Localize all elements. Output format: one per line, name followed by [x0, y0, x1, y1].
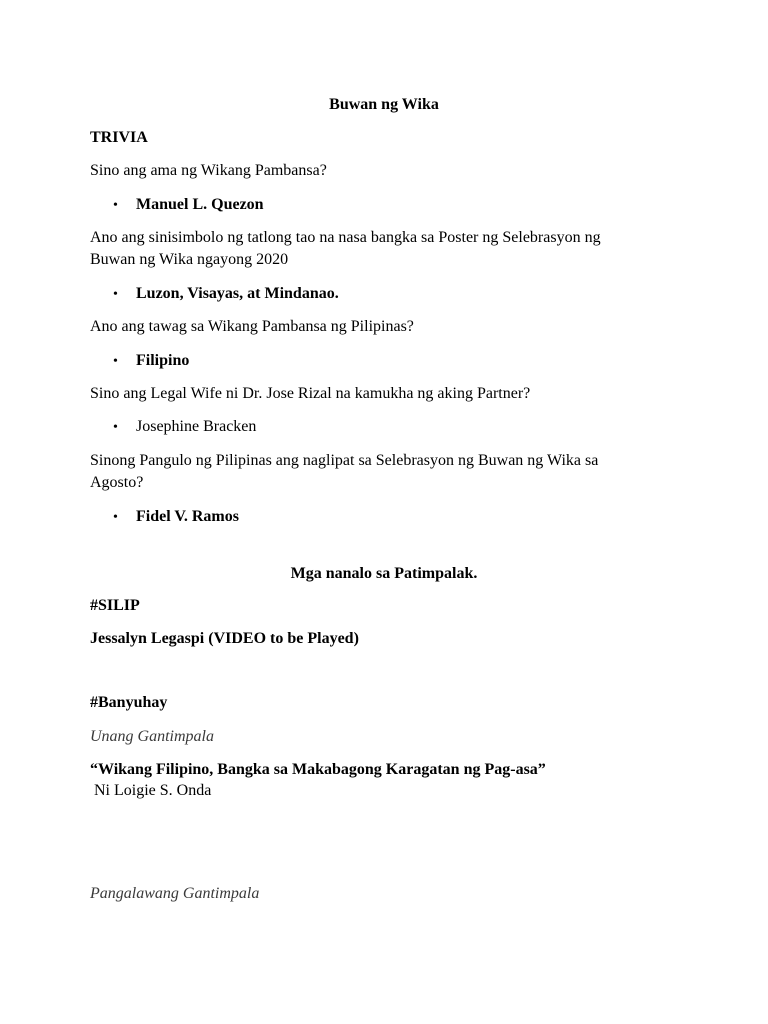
first-prize-title: “Wikang Filipino, Bangka sa Makabagong Karagatan ng Pag-asa” [90, 761, 546, 778]
trivia-question: Sino ang Legal Wife ni Dr. Jose Rizal na kamukha ng aking Partner? [90, 385, 531, 402]
trivia-question-line: Sinong Pangulo ng Pilipinas ang naglipat sa Selebrasyon ng Buwan ng Wika sa [90, 452, 599, 469]
winners-heading: Mga nanalo sa Patimpalak. [290, 565, 478, 582]
bullet-icon: • [113, 420, 118, 435]
trivia-answer [113, 350, 189, 373]
bullet-icon: • [113, 354, 118, 369]
answer-text: Filipino [136, 352, 190, 369]
bullet-icon: • [113, 510, 118, 525]
trivia-answer [113, 283, 339, 306]
trivia-answer [113, 506, 239, 529]
bullet-icon: • [113, 287, 118, 302]
bullet-icon: • [113, 198, 118, 213]
trivia-answer [113, 416, 256, 439]
silip-winner: Jessalyn Legaspi (VIDEO to be Played) [90, 630, 359, 647]
trivia-question-line: Ano ang sinisimbolo ng tatlong tao na nasa bangka sa Poster ng Selebrasyon ng [90, 229, 601, 246]
trivia-answer [113, 194, 264, 217]
answer-text: Josephine Bracken [136, 418, 257, 435]
banyuhay-tag: #Banyuhay [90, 694, 168, 711]
second-prize-label: Pangalawang Gantimpala [90, 885, 260, 902]
answer-text: Manuel L. Quezon [136, 196, 264, 213]
trivia-question: Sino ang ama ng Wikang Pambansa? [90, 162, 327, 179]
trivia-question: Ano ang tawag sa Wikang Pambansa ng Pilipinas? [90, 318, 414, 335]
silip-tag: #SILIP [90, 597, 140, 614]
answer-text: Luzon, Visayas, at Mindanao. [136, 285, 339, 302]
first-prize-author: Ni Loigie S. Onda [90, 782, 212, 799]
trivia-question-line: Buwan ng Wika ngayong 2020 [90, 251, 289, 268]
trivia-question-line: Agosto? [90, 474, 144, 491]
answer-text: Fidel V. Ramos [136, 508, 239, 525]
first-prize-label: Unang Gantimpala [90, 728, 214, 745]
document-title: Buwan ng Wika [329, 96, 439, 113]
trivia-heading: TRIVIA [90, 129, 148, 146]
